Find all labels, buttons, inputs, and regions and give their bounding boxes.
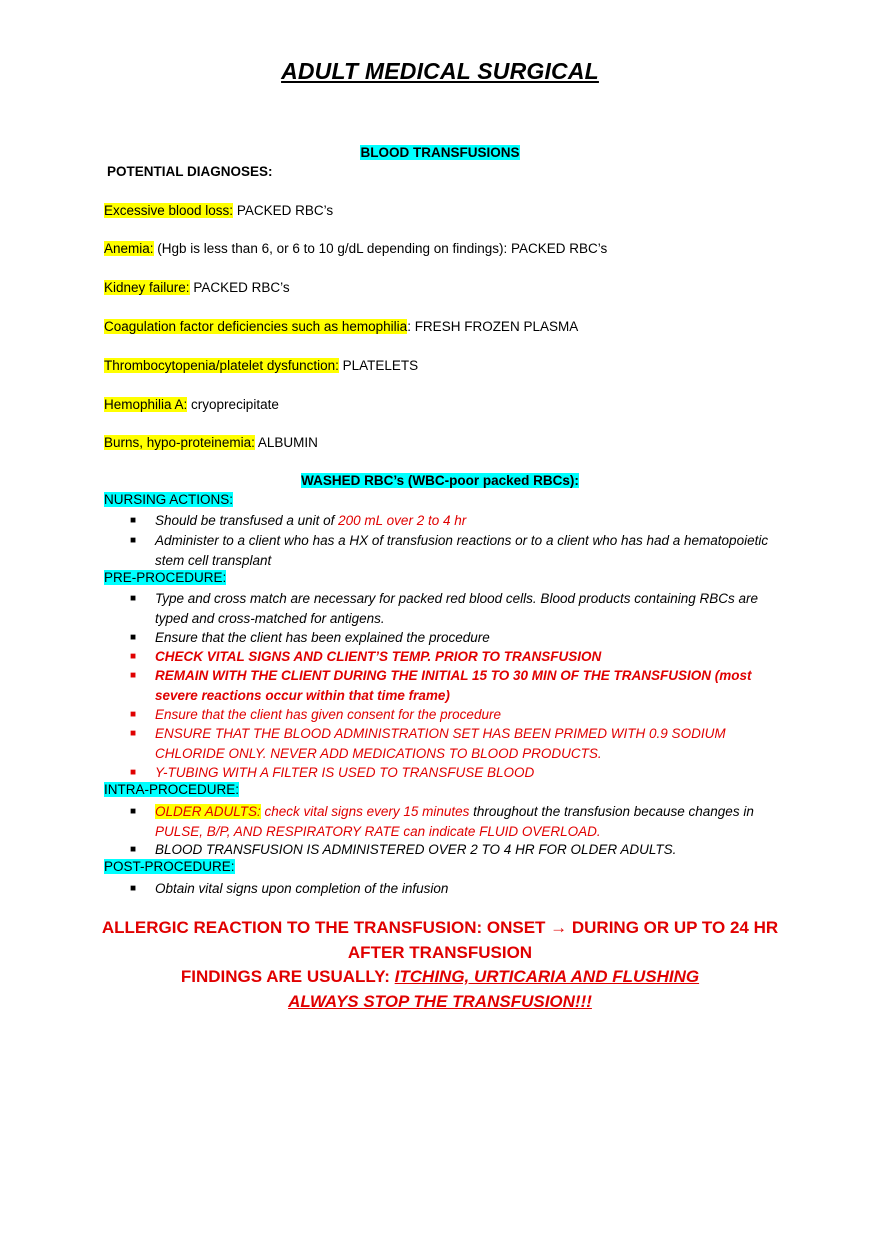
square-bullet-icon: ■ <box>130 670 137 681</box>
diagnosis-treatment: cryoprecipitate <box>187 397 279 412</box>
list-item-text: Type and cross match are necessary for packed red blood cells. Blood products containing RBCs are typed and cross-matched for antigens. <box>155 591 759 626</box>
square-bullet-icon: ■ <box>130 593 137 604</box>
list-item <box>130 666 770 705</box>
list-item-text: CHECK VITAL SIGNS AND CLIENT’S TEMP. PRIOR TO TRANSFUSION <box>155 649 602 664</box>
allergic-reaction-warning <box>0 916 880 1014</box>
diagnosis-item <box>104 397 279 412</box>
list-item-emphasis: check vital signs every 15 minutes <box>260 804 470 819</box>
diagnosis-treatment: ALBUMIN <box>254 435 318 450</box>
list-item-text: Ensure that the client has been explained the procedure <box>155 630 490 645</box>
older-adults-label: OLDER ADULTS: <box>155 804 261 819</box>
list-item <box>130 802 770 841</box>
square-bullet-icon: ■ <box>130 883 137 894</box>
list-item-text: Ensure that the client has given consent for the procedure <box>155 707 501 722</box>
diagnosis-item <box>104 319 578 334</box>
diagnosis-item <box>104 280 290 295</box>
square-bullet-icon: ■ <box>130 709 137 720</box>
list-item-text: Obtain vital signs upon completion of the infusion <box>155 881 449 896</box>
list-item-text: REMAIN WITH THE CLIENT DURING THE INITIAL 15 TO 30 MIN OF THE TRANSFUSION (most severe reactions occur within that time frame) <box>155 668 752 703</box>
blood-transfusions-label: BLOOD TRANSFUSIONS <box>360 145 520 160</box>
square-bullet-icon: ■ <box>130 651 137 662</box>
washed-rbc-label: WASHED RBC’s (WBC-poor packed RBCs): <box>301 473 579 488</box>
allergy-line-after: AFTER TRANSFUSION <box>347 942 533 962</box>
nursing-actions-heading: NURSING ACTIONS: <box>104 492 234 507</box>
diagnosis-condition: Burns, hypo-proteinemia: <box>104 435 255 450</box>
list-item <box>130 840 770 860</box>
list-item-text: Should be transfused a unit of <box>155 513 339 528</box>
blood-transfusions-heading <box>0 145 880 160</box>
diagnosis-item <box>104 358 418 373</box>
diagnosis-item <box>104 203 333 218</box>
findings-label: FINDINGS ARE USUALLY: <box>180 967 395 986</box>
pre-procedure-heading: PRE-PROCEDURE: <box>104 570 227 585</box>
square-bullet-icon: ■ <box>130 844 137 855</box>
page-title: ADULT MEDICAL SURGICAL <box>281 58 599 84</box>
diagnosis-treatment: PACKED RBC’s <box>233 203 334 218</box>
diagnosis-detail: (Hgb is less than 6, or 6 to 10 g/dL depending on findings): <box>153 241 508 256</box>
list-item <box>130 879 770 899</box>
list-item-emphasis: 200 mL over 2 to 4 hr <box>338 513 467 528</box>
intra-procedure-heading: INTRA-PROCEDURE: <box>104 782 240 797</box>
washed-rbc-heading <box>0 473 880 488</box>
square-bullet-icon: ■ <box>130 767 137 778</box>
list-item <box>130 511 770 531</box>
list-item <box>130 531 770 570</box>
square-bullet-icon: ■ <box>130 806 137 817</box>
list-item <box>130 628 770 648</box>
diagnosis-condition: Hemophilia A: <box>104 397 188 412</box>
stop-transfusion-alert: ALWAYS STOP THE TRANSFUSION!!! <box>288 991 592 1011</box>
list-item-text: Y-TUBING WITH A FILTER IS USED TO TRANSFUSE BLOOD <box>155 765 535 780</box>
list-item <box>130 589 770 628</box>
list-item <box>130 763 770 783</box>
diagnosis-treatment: PACKED RBC’s <box>507 241 608 256</box>
diagnosis-item <box>104 241 607 256</box>
diagnosis-treatment: PACKED RBC’s <box>189 280 290 295</box>
list-item-text: throughout the transfusion because changes in <box>469 804 754 819</box>
square-bullet-icon: ■ <box>130 728 137 739</box>
list-item <box>130 647 770 667</box>
allergy-line-onset: ALLERGIC REACTION TO THE TRANSFUSION: ONSET → DURING OR UP TO 24 HR <box>101 918 779 937</box>
allergy-line-findings <box>0 965 880 990</box>
diagnosis-condition: Kidney failure: <box>104 280 190 295</box>
findings-list: ITCHING, URTICARIA AND FLUSHING <box>394 967 700 986</box>
list-item-text: BLOOD TRANSFUSION IS ADMINISTERED OVER 2 TO 4 HR FOR OLDER ADULTS. <box>155 842 677 857</box>
diagnosis-item <box>104 435 318 450</box>
diagnosis-condition: Coagulation factor deficiencies such as hemophilia <box>104 319 408 334</box>
list-item-text: ENSURE THAT THE BLOOD ADMINISTRATION SET HAS BEEN PRIMED WITH 0.9 SODIUM CHLORIDE ONLY. NEVER ADD MEDICATIONS TO BLOOD PRODUCTS. <box>155 726 726 761</box>
diagnosis-treatment: : FRESH FROZEN PLASMA <box>407 319 579 334</box>
square-bullet-icon: ■ <box>130 632 137 643</box>
potential-diagnoses-label: POTENTIAL DIAGNOSES: <box>107 164 273 179</box>
post-procedure-heading: POST-PROCEDURE: <box>104 859 235 874</box>
diagnosis-condition: Thrombocytopenia/platelet dysfunction: <box>104 358 339 373</box>
diagnosis-treatment: PLATELETS <box>338 358 419 373</box>
list-item <box>130 724 770 763</box>
square-bullet-icon: ■ <box>130 535 137 546</box>
square-bullet-icon: ■ <box>130 515 137 526</box>
diagnosis-condition: Excessive blood loss: <box>104 203 234 218</box>
list-item-text: Administer to a client who has a HX of transfusion reactions or to a client who has had a hematopoietic stem cell transplant <box>155 533 769 568</box>
diagnosis-condition: Anemia: <box>104 241 154 256</box>
list-item-emphasis: PULSE, B/P, AND RESPIRATORY RATE can indicate FLUID OVERLOAD. <box>155 823 601 839</box>
list-item <box>130 705 770 725</box>
